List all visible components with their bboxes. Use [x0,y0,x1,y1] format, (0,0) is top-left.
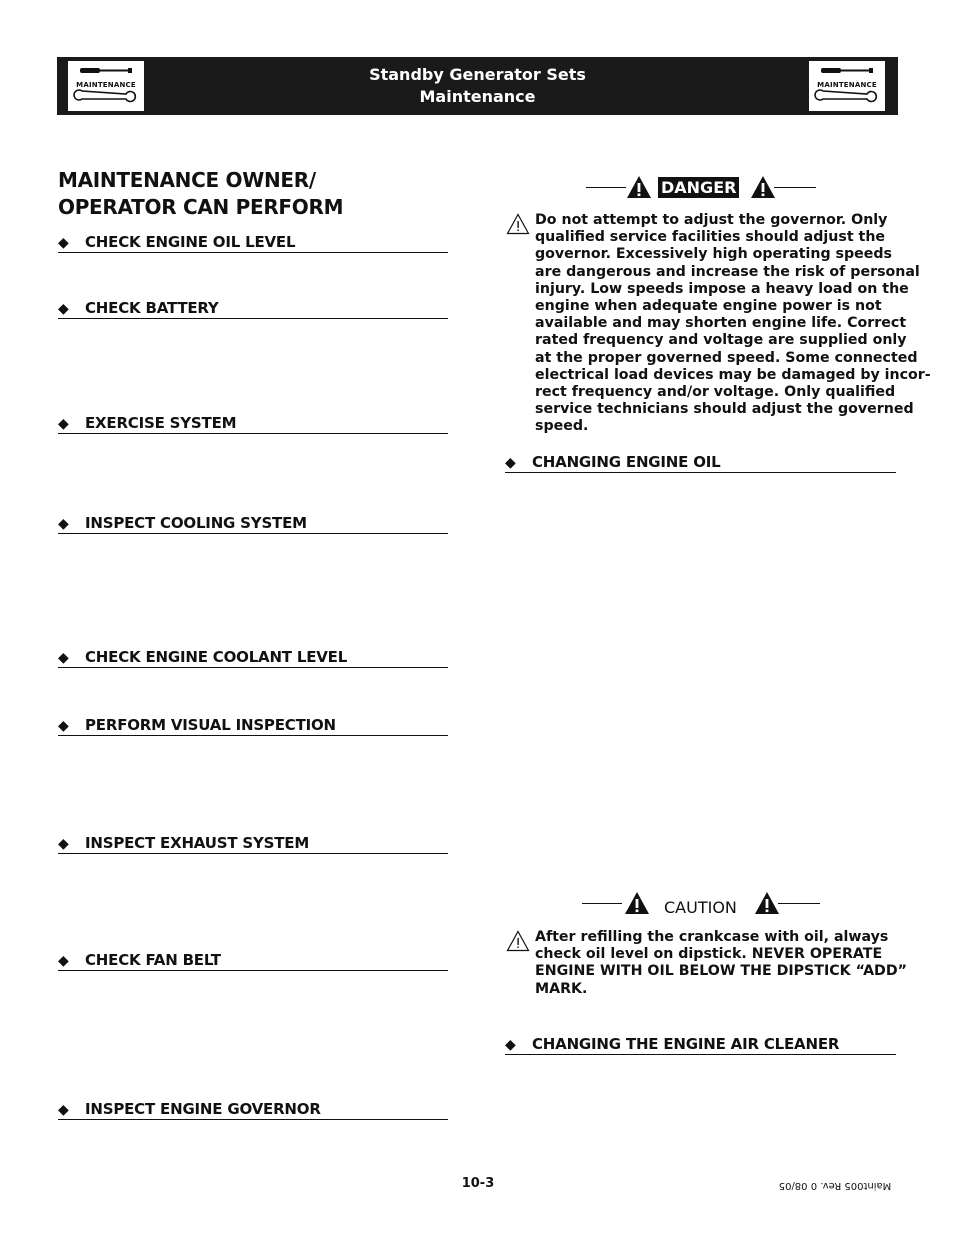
banner-rule [778,903,820,904]
section-heading [58,951,448,971]
section-heading [58,648,448,668]
section-heading [505,453,896,473]
danger-line: electrical load devices may be damaged by incor- [535,366,931,383]
diamond-bullet-icon: ◆ [58,718,69,734]
danger-label: DANGER [658,177,739,198]
section-heading [58,514,448,534]
diamond-bullet-icon: ◆ [505,455,516,471]
caution-message [535,929,907,998]
danger-banner [586,175,816,201]
header-bar [57,57,898,115]
section-heading-text: CHANGING THE ENGINE AIR CLEANER [532,1035,840,1053]
diamond-bullet-icon: ◆ [58,1102,69,1118]
caution-line: check oil level on dipstick. NEVER OPERATE [535,946,883,963]
section-heading [58,414,448,434]
page-title-line2: OPERATOR CAN PERFORM [58,195,344,219]
caution-line: After refilling the crankcase with oil, always [535,929,889,945]
banner-rule [774,187,816,188]
page-title-line1: MAINTENANCE OWNER/ [58,168,316,192]
warning-triangle-icon [624,891,650,915]
danger-line: available and may shorten engine life. Correct [535,315,907,332]
diamond-bullet-icon: ◆ [58,235,69,251]
section-heading-text: INSPECT EXHAUST SYSTEM [85,834,310,852]
maintenance-logo-right [809,61,885,111]
section-heading-text: EXERCISE SYSTEM [85,414,237,432]
danger-line: Do not attempt to adjust the governor. Only [535,212,888,228]
header-title-line2: Maintenance [419,87,536,106]
danger-line: governor. Excessively high operating speeds [535,246,893,263]
section-heading-text: CHECK BATTERY [85,299,219,317]
danger-line: injury. Low speeds impose a heavy load on the [535,280,909,297]
document-revision-id: Maint005 Rev. 0 08/05 [778,1180,892,1191]
logo-text: MAINTENANCE [817,81,877,89]
section-heading-text: CHANGING ENGINE OIL [532,453,721,471]
section-heading-text: CHECK ENGINE COOLANT LEVEL [85,648,348,666]
danger-line: rated frequency and voltage are supplied only [535,332,907,349]
warning-triangle-icon [750,175,776,199]
diamond-bullet-icon: ◆ [58,416,69,432]
warning-triangle-icon [506,930,530,952]
diamond-bullet-icon: ◆ [58,516,69,532]
section-heading-text: PERFORM VISUAL INSPECTION [85,716,336,734]
diamond-bullet-icon: ◆ [505,1037,516,1053]
danger-line: qualified service facilities should adjust the [535,229,886,246]
section-heading [58,1100,448,1120]
danger-line: at the proper governed speed. Some connected [535,349,918,366]
section-heading [58,834,448,854]
caution-line: MARK. [535,980,588,997]
diamond-bullet-icon: ◆ [58,836,69,852]
banner-rule [582,903,622,904]
section-heading-text: INSPECT ENGINE GOVERNOR [85,1100,321,1118]
danger-line: rect frequency and/or voltage. Only qualified [535,384,896,401]
danger-line: speed. [535,418,589,435]
diamond-bullet-icon: ◆ [58,650,69,666]
caution-line: ENGINE WITH OIL BELOW THE DIPSTICK “ADD” [535,963,907,980]
warning-triangle-icon [626,175,652,199]
section-heading-text: CHECK FAN BELT [85,951,221,969]
maintenance-logo-left [68,61,144,111]
page-title [58,167,448,221]
section-heading [505,1035,896,1055]
danger-line: are dangerous and increase the risk of personal [535,263,920,280]
warning-triangle-icon [506,213,530,235]
banner-rule [586,187,626,188]
section-heading [58,233,448,253]
diamond-bullet-icon: ◆ [58,953,69,969]
section-heading [58,716,448,736]
section-heading-text: CHECK ENGINE OIL LEVEL [85,233,296,251]
diamond-bullet-icon: ◆ [58,301,69,317]
section-heading [58,299,448,319]
header-title-line1: Standby Generator Sets [369,65,586,84]
header-title [257,64,698,108]
page-number: 10-3 [461,1176,495,1191]
caution-label: CAUTION [664,898,737,917]
danger-line: service technicians should adjust the governed [535,401,914,418]
caution-banner [582,891,822,917]
section-heading-text: INSPECT COOLING SYSTEM [85,514,307,532]
warning-triangle-icon [754,891,780,915]
danger-line: engine when adequate engine power is not [535,298,882,315]
logo-text: MAINTENANCE [76,81,136,89]
danger-message [535,212,931,436]
